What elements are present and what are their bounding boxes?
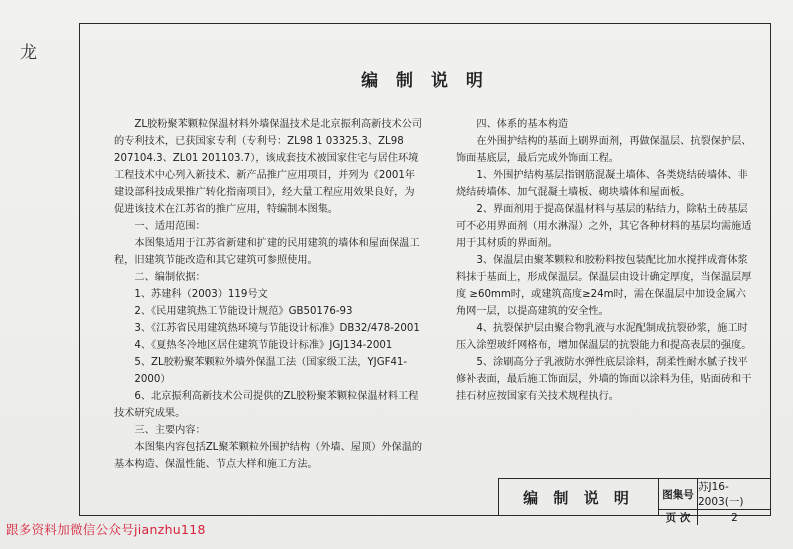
section-heading-scope: 一、适用范围： [134, 221, 206, 232]
structure-item-5: 5、涂刷高分子乳液防水弹性底层涂料，刮柔性耐水腻子找平修补表面，最后施工饰面层，外墙的饰面以涂料为佳，贴面砖和干挂石材应按国家有关技术规程执行。 [456, 357, 752, 402]
basis-item-5: 5、ZL胶粉聚苯颗粒外墙外保温工法（国家级工法，YJGF41-2000） [134, 357, 408, 385]
basis-item-4: 4、《夏热冬冷地区居住建筑节能设计标准》JGJ134-2001 [134, 340, 393, 351]
right-column [456, 116, 754, 405]
structure-item-1: 1、外围护结构基层指钢筋混凝土墙体、各类烧结砖墙体、非烧结砖墙体、加气混凝土墙板、砌块墙体和屋面板。 [456, 170, 748, 198]
title-block [498, 478, 771, 524]
section-heading-basis: 二、编制依据： [134, 272, 206, 283]
basis-item-6: 6、北京振利高新技术公司提供的ZL胶粉聚苯颗粒保温材料工程技术研究成果。 [114, 391, 419, 419]
structure-paragraph: 在外围护结构的基面上刷界面剂，再做保温层、抗裂保护层、饰面基底层，最后完成外饰面工程。 [456, 136, 752, 164]
structure-item-4: 4、抗裂保护层由聚合物乳液与水泥配制成抗裂砂浆，施工时压入涂塑玻纤网格布，增加保温层的抗裂能力和提高表层的强度。 [456, 323, 752, 351]
atlas-number-label: 图集号 [659, 479, 698, 509]
left-column [114, 116, 424, 473]
section-heading-structure: 四、体系的基本构造 [476, 119, 569, 130]
content-paragraph: 本图集内容包括ZL聚苯颗粒外围护结构（外墙、屋顶）外保温的基本构造、保温性能、节点大样和施工方法。 [114, 442, 423, 470]
atlas-number-value: 苏J16-2003(一) [698, 481, 744, 508]
watermark-text: 跟多资料加微信公众号jianzhu118 [6, 522, 206, 537]
page-row [659, 509, 771, 525]
document-title: 编 制 说 明 [361, 71, 489, 91]
page-number-label: 页 次 [659, 510, 698, 525]
scope-paragraph: 本图集适用于江苏省新建和扩建的民用建筑的墙体和屋面保温工程，旧建筑节能改造和其它建筑可参照使用。 [114, 238, 420, 266]
basis-item-1: 1、苏建科（2003）119号文 [134, 289, 268, 300]
section-heading-content: 三、主要内容： [134, 425, 206, 436]
basis-item-3: 3、《江苏省民用建筑热环境与节能设计标准》DB32/478-2001 [134, 323, 420, 334]
basis-item-2: 2、《民用建筑热工节能设计规范》GB50176-93 [134, 306, 353, 317]
title-block-info [659, 479, 771, 524]
drawing-frame [79, 23, 771, 524]
intro-paragraph: ZL胶粉聚苯颗粒保温材料外墙保温技术是北京振利高新技术公司的专利技术，已获国家专利（专利号：ZL98 1 03325.3、ZL98 207104.3、ZL01 201103.7），该成套技术被国家住宅与居住环境工程技术中心列入新技术、新产品推广应用项目，并列为《2001年建设部科技成果推广转化指南项目》，经大量工程应用效果良好，为促进该技术在江苏省的推广应用，特编制本图集。 [114, 119, 423, 215]
title-block-name: 编 制 说 明 [499, 479, 659, 516]
structure-item-3: 3、保温层由聚苯颗粒和胶粉料按包装配比加水搅拌成膏体浆料抹于基面上，形成保温层。保温层由设计确定厚度，当保温层厚度 ≥60mm时，或建筑高度≥24m时，需在保温层中加设金属六角网一层，以提高建筑的安全性。 [456, 255, 752, 317]
structure-item-2: 2、界面剂用于提高保温材料与基层的粘结力，除粘土砖基层可不必用界面剂（用水淋湿）之外，其它各种材料的基层均需施适用于其材质的界面剂。 [456, 204, 752, 249]
page-number-value: 2 [731, 511, 738, 524]
side-character: 龙 [20, 43, 37, 63]
atlas-row [659, 479, 771, 509]
